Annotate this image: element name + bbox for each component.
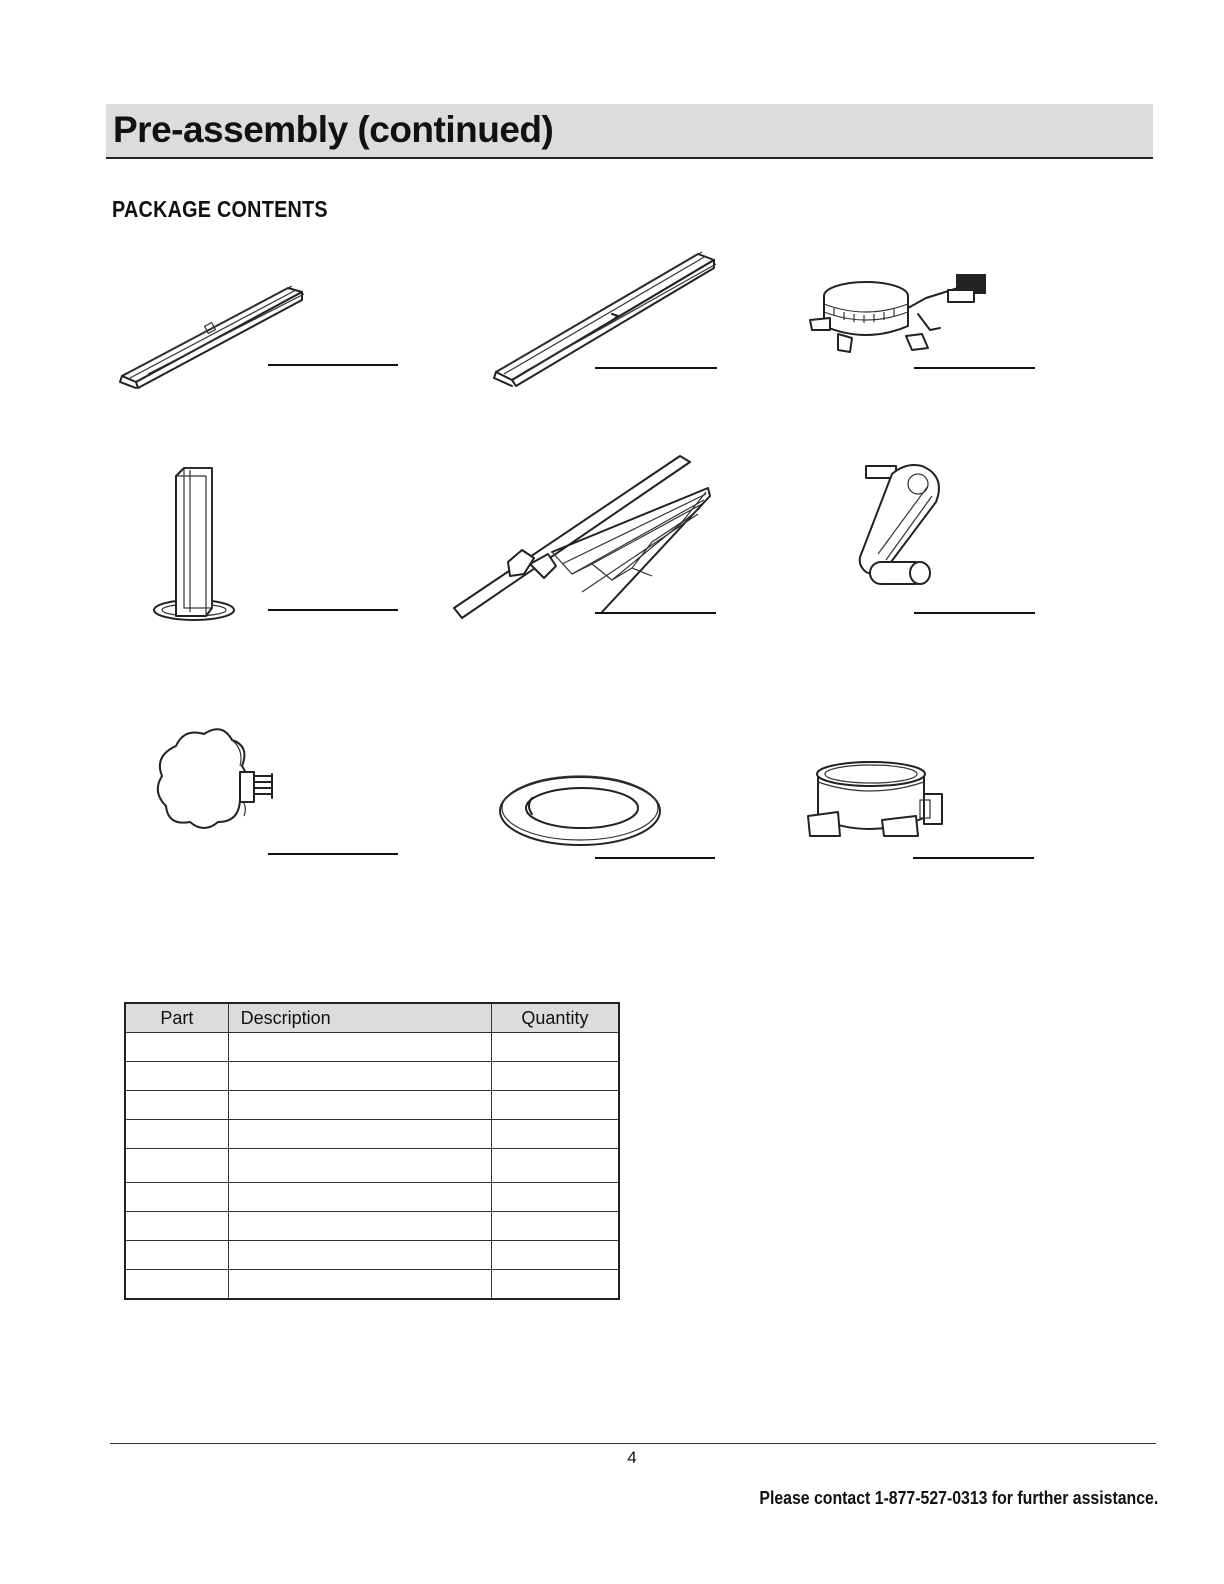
post-bracket-icon — [150, 466, 240, 624]
table-cell — [228, 1149, 491, 1183]
label-line — [268, 609, 398, 611]
folded-awning-icon — [452, 452, 722, 622]
column-header-description: Description — [228, 1003, 491, 1033]
table-cell — [125, 1241, 228, 1270]
parts-table — [124, 1002, 620, 1300]
label-line — [914, 367, 1035, 369]
table-cell — [125, 1120, 228, 1149]
table-header-row — [125, 1003, 619, 1033]
table-row — [125, 1241, 619, 1270]
knob-screw-icon — [154, 726, 278, 836]
table-row — [125, 1091, 619, 1120]
table-cell — [125, 1062, 228, 1091]
table-cell — [228, 1062, 491, 1091]
table-cell — [228, 1270, 491, 1300]
column-header-part: Part — [125, 1003, 228, 1033]
table-cell — [228, 1091, 491, 1120]
table-row — [125, 1270, 619, 1300]
table-cell — [491, 1270, 619, 1300]
page-number: 4 — [627, 1448, 637, 1467]
contact-line: Please contact 1-877-527-0313 for further assistance. — [759, 1488, 1158, 1508]
table-cell — [491, 1120, 619, 1149]
page-title: Pre-assembly (continued) — [113, 109, 554, 150]
table-cell — [228, 1120, 491, 1149]
table-row — [125, 1149, 619, 1183]
gear-mechanism-icon — [808, 268, 998, 360]
table-cell — [491, 1062, 619, 1091]
table-cell — [125, 1033, 228, 1062]
label-line — [913, 857, 1034, 859]
table-row — [125, 1120, 619, 1149]
base-housing-icon — [806, 760, 948, 840]
table-cell — [125, 1212, 228, 1241]
label-line — [595, 367, 717, 369]
table-row — [125, 1062, 619, 1091]
table-row — [125, 1033, 619, 1062]
label-line — [595, 857, 715, 859]
washer-ring-icon — [498, 774, 664, 848]
table-cell — [125, 1270, 228, 1300]
column-header-quantity: Quantity — [491, 1003, 619, 1033]
label-line — [595, 612, 716, 614]
table-cell — [491, 1033, 619, 1062]
label-line — [268, 853, 398, 855]
table-cell — [228, 1212, 491, 1241]
label-line — [268, 364, 398, 366]
section-title: PACKAGE CONTENTS — [112, 196, 328, 222]
label-line — [914, 612, 1035, 614]
table-cell — [125, 1149, 228, 1183]
table-row — [125, 1212, 619, 1241]
short-rail-icon — [118, 278, 308, 390]
table-body — [125, 1033, 619, 1300]
hand-crank-icon — [848, 462, 942, 592]
table-cell — [228, 1241, 491, 1270]
long-rail-icon — [492, 250, 722, 390]
footer-divider — [110, 1443, 1156, 1444]
table-cell — [125, 1183, 228, 1212]
table-cell — [491, 1149, 619, 1183]
table-cell — [125, 1091, 228, 1120]
header-bar — [106, 104, 1153, 159]
table-cell — [228, 1033, 491, 1062]
table-cell — [491, 1183, 619, 1212]
table-cell — [491, 1241, 619, 1270]
table-row — [125, 1183, 619, 1212]
table-cell — [228, 1183, 491, 1212]
table-cell — [491, 1091, 619, 1120]
table-cell — [491, 1212, 619, 1241]
